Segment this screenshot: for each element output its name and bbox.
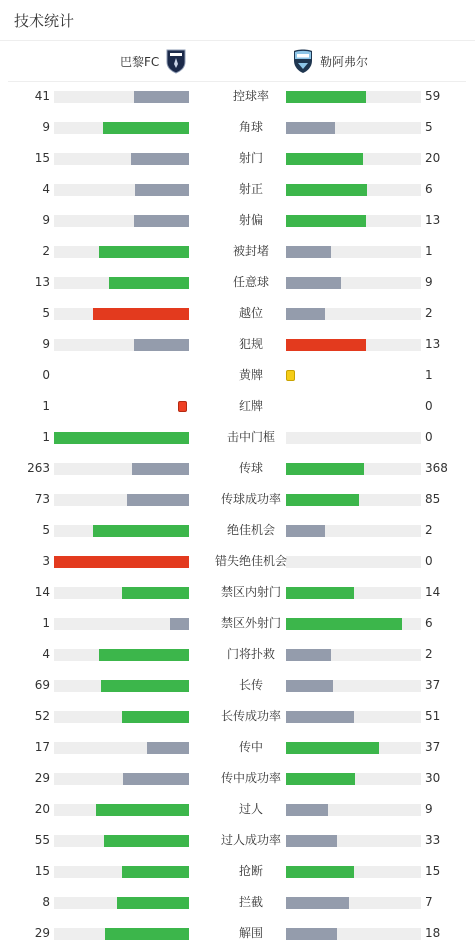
home-bar-fill <box>93 308 189 320</box>
stat-row-offsides <box>0 299 475 330</box>
away-team-name: 勒阿弗尔 <box>320 54 369 69</box>
stat-row-cross-accuracy <box>0 764 475 795</box>
away-bar-track <box>286 215 421 227</box>
away-value: 0 <box>425 399 433 413</box>
away-bar-track <box>286 897 421 909</box>
home-bar-fill <box>54 432 189 444</box>
home-bar-fill <box>134 91 189 103</box>
home-bar-track <box>54 680 189 692</box>
home-bar-track <box>54 339 189 351</box>
home-bar-fill <box>122 711 190 723</box>
home-value: 15 <box>34 151 50 165</box>
home-bar-track <box>54 308 189 320</box>
away-value: 13 <box>425 337 441 351</box>
stat-row-shots <box>0 144 475 175</box>
stat-row-tackles <box>0 857 475 888</box>
home-bar-track <box>54 277 189 289</box>
away-bar-track <box>286 742 421 754</box>
home-value: 9 <box>42 213 50 227</box>
stat-label: 射门 <box>238 151 263 165</box>
away-value: 14 <box>425 585 441 599</box>
home-bar-track <box>54 494 189 506</box>
home-bar-fill <box>54 556 189 568</box>
home-bar-track <box>54 711 189 723</box>
stat-row-free-kicks <box>0 268 475 299</box>
away-bar-track <box>286 587 421 599</box>
stat-row-big-chances <box>0 516 475 547</box>
away-value: 15 <box>425 864 441 878</box>
stat-row-shots-on-target <box>0 175 475 206</box>
stat-label: 传球 <box>238 461 263 475</box>
stat-label: 抢断 <box>238 864 263 878</box>
home-bar-track <box>54 432 189 444</box>
home-bar-track <box>54 773 189 785</box>
stat-row-dribble-success <box>0 826 475 857</box>
stat-label: 越位 <box>238 306 263 320</box>
home-bar-fill <box>96 804 189 816</box>
home-value: 52 <box>34 709 50 723</box>
away-value: 37 <box>425 678 441 692</box>
home-value: 4 <box>42 182 50 196</box>
away-value: 2 <box>425 306 433 320</box>
away-bar-track <box>286 463 421 475</box>
stat-label: 任意球 <box>232 275 269 289</box>
stat-label: 绝佳机会 <box>226 523 275 537</box>
stat-label: 犯规 <box>238 337 263 351</box>
away-bar-track <box>286 649 421 661</box>
away-bar-track <box>286 184 421 196</box>
away-value: 9 <box>425 802 433 816</box>
away-bar-track <box>286 866 421 878</box>
home-bar-fill <box>103 122 189 134</box>
stat-row-shots-off-target <box>0 206 475 237</box>
home-bar-fill <box>93 525 189 537</box>
home-bar-fill <box>104 835 189 847</box>
title-divider <box>0 40 475 41</box>
home-value: 13 <box>34 275 50 289</box>
home-bar-fill <box>170 618 189 630</box>
away-value: 7 <box>425 895 433 909</box>
home-bar-track <box>54 184 189 196</box>
home-bar-track <box>54 742 189 754</box>
stats-list <box>0 82 475 950</box>
stat-row-red-cards <box>0 392 475 423</box>
stat-label: 门将扑救 <box>226 647 275 661</box>
home-bar-fill <box>99 649 189 661</box>
stat-label: 被封堵 <box>232 244 269 258</box>
stat-label: 禁区外射门 <box>220 616 281 630</box>
stat-row-interceptions <box>0 888 475 919</box>
away-bar-track <box>286 494 421 506</box>
away-bar-track <box>286 339 421 351</box>
home-value: 1 <box>42 430 50 444</box>
away-bar-track <box>286 153 421 165</box>
away-bar-track <box>286 525 421 537</box>
red-card-icon <box>178 401 187 412</box>
stat-row-long-balls <box>0 671 475 702</box>
home-value: 55 <box>34 833 50 847</box>
away-bar-track <box>286 122 421 134</box>
home-value: 4 <box>42 647 50 661</box>
home-bar-track <box>54 928 189 940</box>
away-value: 0 <box>425 430 433 444</box>
stat-row-long-ball-accuracy <box>0 702 475 733</box>
stat-label: 角球 <box>238 120 263 134</box>
away-value: 0 <box>425 554 433 568</box>
home-bar-fill <box>135 184 189 196</box>
away-value: 20 <box>425 151 441 165</box>
home-bar-fill <box>147 742 189 754</box>
home-bar-track <box>54 91 189 103</box>
home-value: 3 <box>42 554 50 568</box>
away-bar-track <box>286 432 421 444</box>
stat-row-woodwork <box>0 423 475 454</box>
home-value: 17 <box>34 740 50 754</box>
away-value: 33 <box>425 833 441 847</box>
home-bar-fill <box>134 339 189 351</box>
stat-row-big-chances-missed <box>0 547 475 578</box>
home-value: 69 <box>34 678 50 692</box>
away-value: 18 <box>425 926 441 940</box>
away-value: 51 <box>425 709 441 723</box>
home-value: 0 <box>42 368 50 382</box>
away-value: 30 <box>425 771 441 785</box>
away-bar-track <box>286 835 421 847</box>
stat-row-corners <box>0 113 475 144</box>
stat-label: 控球率 <box>232 89 269 103</box>
away-bar-track <box>286 618 421 630</box>
stat-row-possession <box>0 82 475 113</box>
away-value: 85 <box>425 492 441 506</box>
home-value: 5 <box>42 306 50 320</box>
away-bar-track <box>286 804 421 816</box>
home-value: 15 <box>34 864 50 878</box>
home-value: 1 <box>42 616 50 630</box>
home-bar-track <box>54 587 189 599</box>
stat-label: 击中门框 <box>226 430 275 444</box>
home-bar-fill <box>132 463 189 475</box>
away-bar-track <box>286 928 421 940</box>
home-bar-fill <box>122 587 190 599</box>
stat-label: 错失绝佳机会 <box>214 554 287 568</box>
away-bar-track <box>286 556 421 568</box>
home-bar-track <box>54 866 189 878</box>
stat-row-shots-inside-box <box>0 578 475 609</box>
stat-row-crosses <box>0 733 475 764</box>
away-value: 2 <box>425 523 433 537</box>
away-value: 9 <box>425 275 433 289</box>
away-bar-track <box>286 246 421 258</box>
away-value: 6 <box>425 616 433 630</box>
home-bar-fill <box>123 773 189 785</box>
le-havre-crest-icon <box>292 48 314 74</box>
stat-label: 长传成功率 <box>220 709 281 723</box>
stat-label: 射偏 <box>238 213 263 227</box>
away-bar-track <box>286 711 421 723</box>
stat-row-fouls <box>0 330 475 361</box>
away-value: 37 <box>425 740 441 754</box>
stat-label: 黄牌 <box>238 368 263 382</box>
home-value: 8 <box>42 895 50 909</box>
home-value: 1 <box>42 399 50 413</box>
home-value: 73 <box>34 492 50 506</box>
stat-label: 传中 <box>238 740 263 754</box>
away-bar-track <box>286 308 421 320</box>
away-value: 6 <box>425 182 433 196</box>
away-value: 5 <box>425 120 433 134</box>
stat-row-passes <box>0 454 475 485</box>
home-bar-track <box>54 246 189 258</box>
away-team-header[interactable] <box>292 46 368 76</box>
stat-label: 传球成功率 <box>220 492 281 506</box>
home-bar-fill <box>105 928 189 940</box>
home-bar-fill <box>134 215 189 227</box>
stat-label: 传中成功率 <box>220 771 281 785</box>
home-bar-fill <box>109 277 189 289</box>
stat-label: 拦截 <box>238 895 263 909</box>
stat-row-yellow-cards <box>0 361 475 392</box>
stat-label: 禁区内射门 <box>220 585 281 599</box>
away-value: 368 <box>425 461 448 475</box>
home-bar-track <box>54 153 189 165</box>
home-value: 29 <box>34 771 50 785</box>
home-bar-track <box>54 897 189 909</box>
home-bar-track <box>54 835 189 847</box>
home-bar-fill <box>101 680 189 692</box>
stat-row-dribbles <box>0 795 475 826</box>
away-value: 1 <box>425 244 433 258</box>
stat-label: 红牌 <box>238 399 263 413</box>
paris-fc-crest-icon <box>165 48 187 74</box>
stat-label: 长传 <box>238 678 263 692</box>
away-bar-track <box>286 91 421 103</box>
stat-label: 过人 <box>238 802 263 816</box>
home-value: 263 <box>27 461 50 475</box>
home-value: 41 <box>34 89 50 103</box>
home-bar-fill <box>99 246 189 258</box>
away-value: 1 <box>425 368 433 382</box>
home-value: 9 <box>42 337 50 351</box>
home-value: 5 <box>42 523 50 537</box>
home-bar-fill <box>131 153 189 165</box>
stat-row-clearances <box>0 919 475 950</box>
away-value: 13 <box>425 213 441 227</box>
away-value: 2 <box>425 647 433 661</box>
home-bar-track <box>54 556 189 568</box>
home-bar-track <box>54 804 189 816</box>
stat-label: 解围 <box>238 926 263 940</box>
page-title: 技术统计 <box>14 12 75 30</box>
home-bar-track <box>54 525 189 537</box>
home-bar-track <box>54 215 189 227</box>
stat-row-shots-outside-box <box>0 609 475 640</box>
home-bar-fill <box>122 866 190 878</box>
away-bar-track <box>286 680 421 692</box>
stat-row-blocked-shots <box>0 237 475 268</box>
home-bar-fill <box>117 897 189 909</box>
stat-row-pass-accuracy <box>0 485 475 516</box>
home-value: 9 <box>42 120 50 134</box>
away-bar-track <box>286 277 421 289</box>
stat-label: 过人成功率 <box>220 833 281 847</box>
stat-label: 射正 <box>238 182 263 196</box>
home-bar-track <box>54 649 189 661</box>
home-value: 20 <box>34 802 50 816</box>
away-bar-track <box>286 773 421 785</box>
home-value: 29 <box>34 926 50 940</box>
home-bar-track <box>54 122 189 134</box>
home-value: 2 <box>42 244 50 258</box>
home-bar-fill <box>127 494 189 506</box>
home-bar-track <box>54 463 189 475</box>
stat-row-saves <box>0 640 475 671</box>
home-bar-track <box>54 618 189 630</box>
away-value: 59 <box>425 89 441 103</box>
home-value: 14 <box>34 585 50 599</box>
home-team-header[interactable] <box>120 46 187 76</box>
home-team-name: 巴黎FC <box>120 54 160 69</box>
